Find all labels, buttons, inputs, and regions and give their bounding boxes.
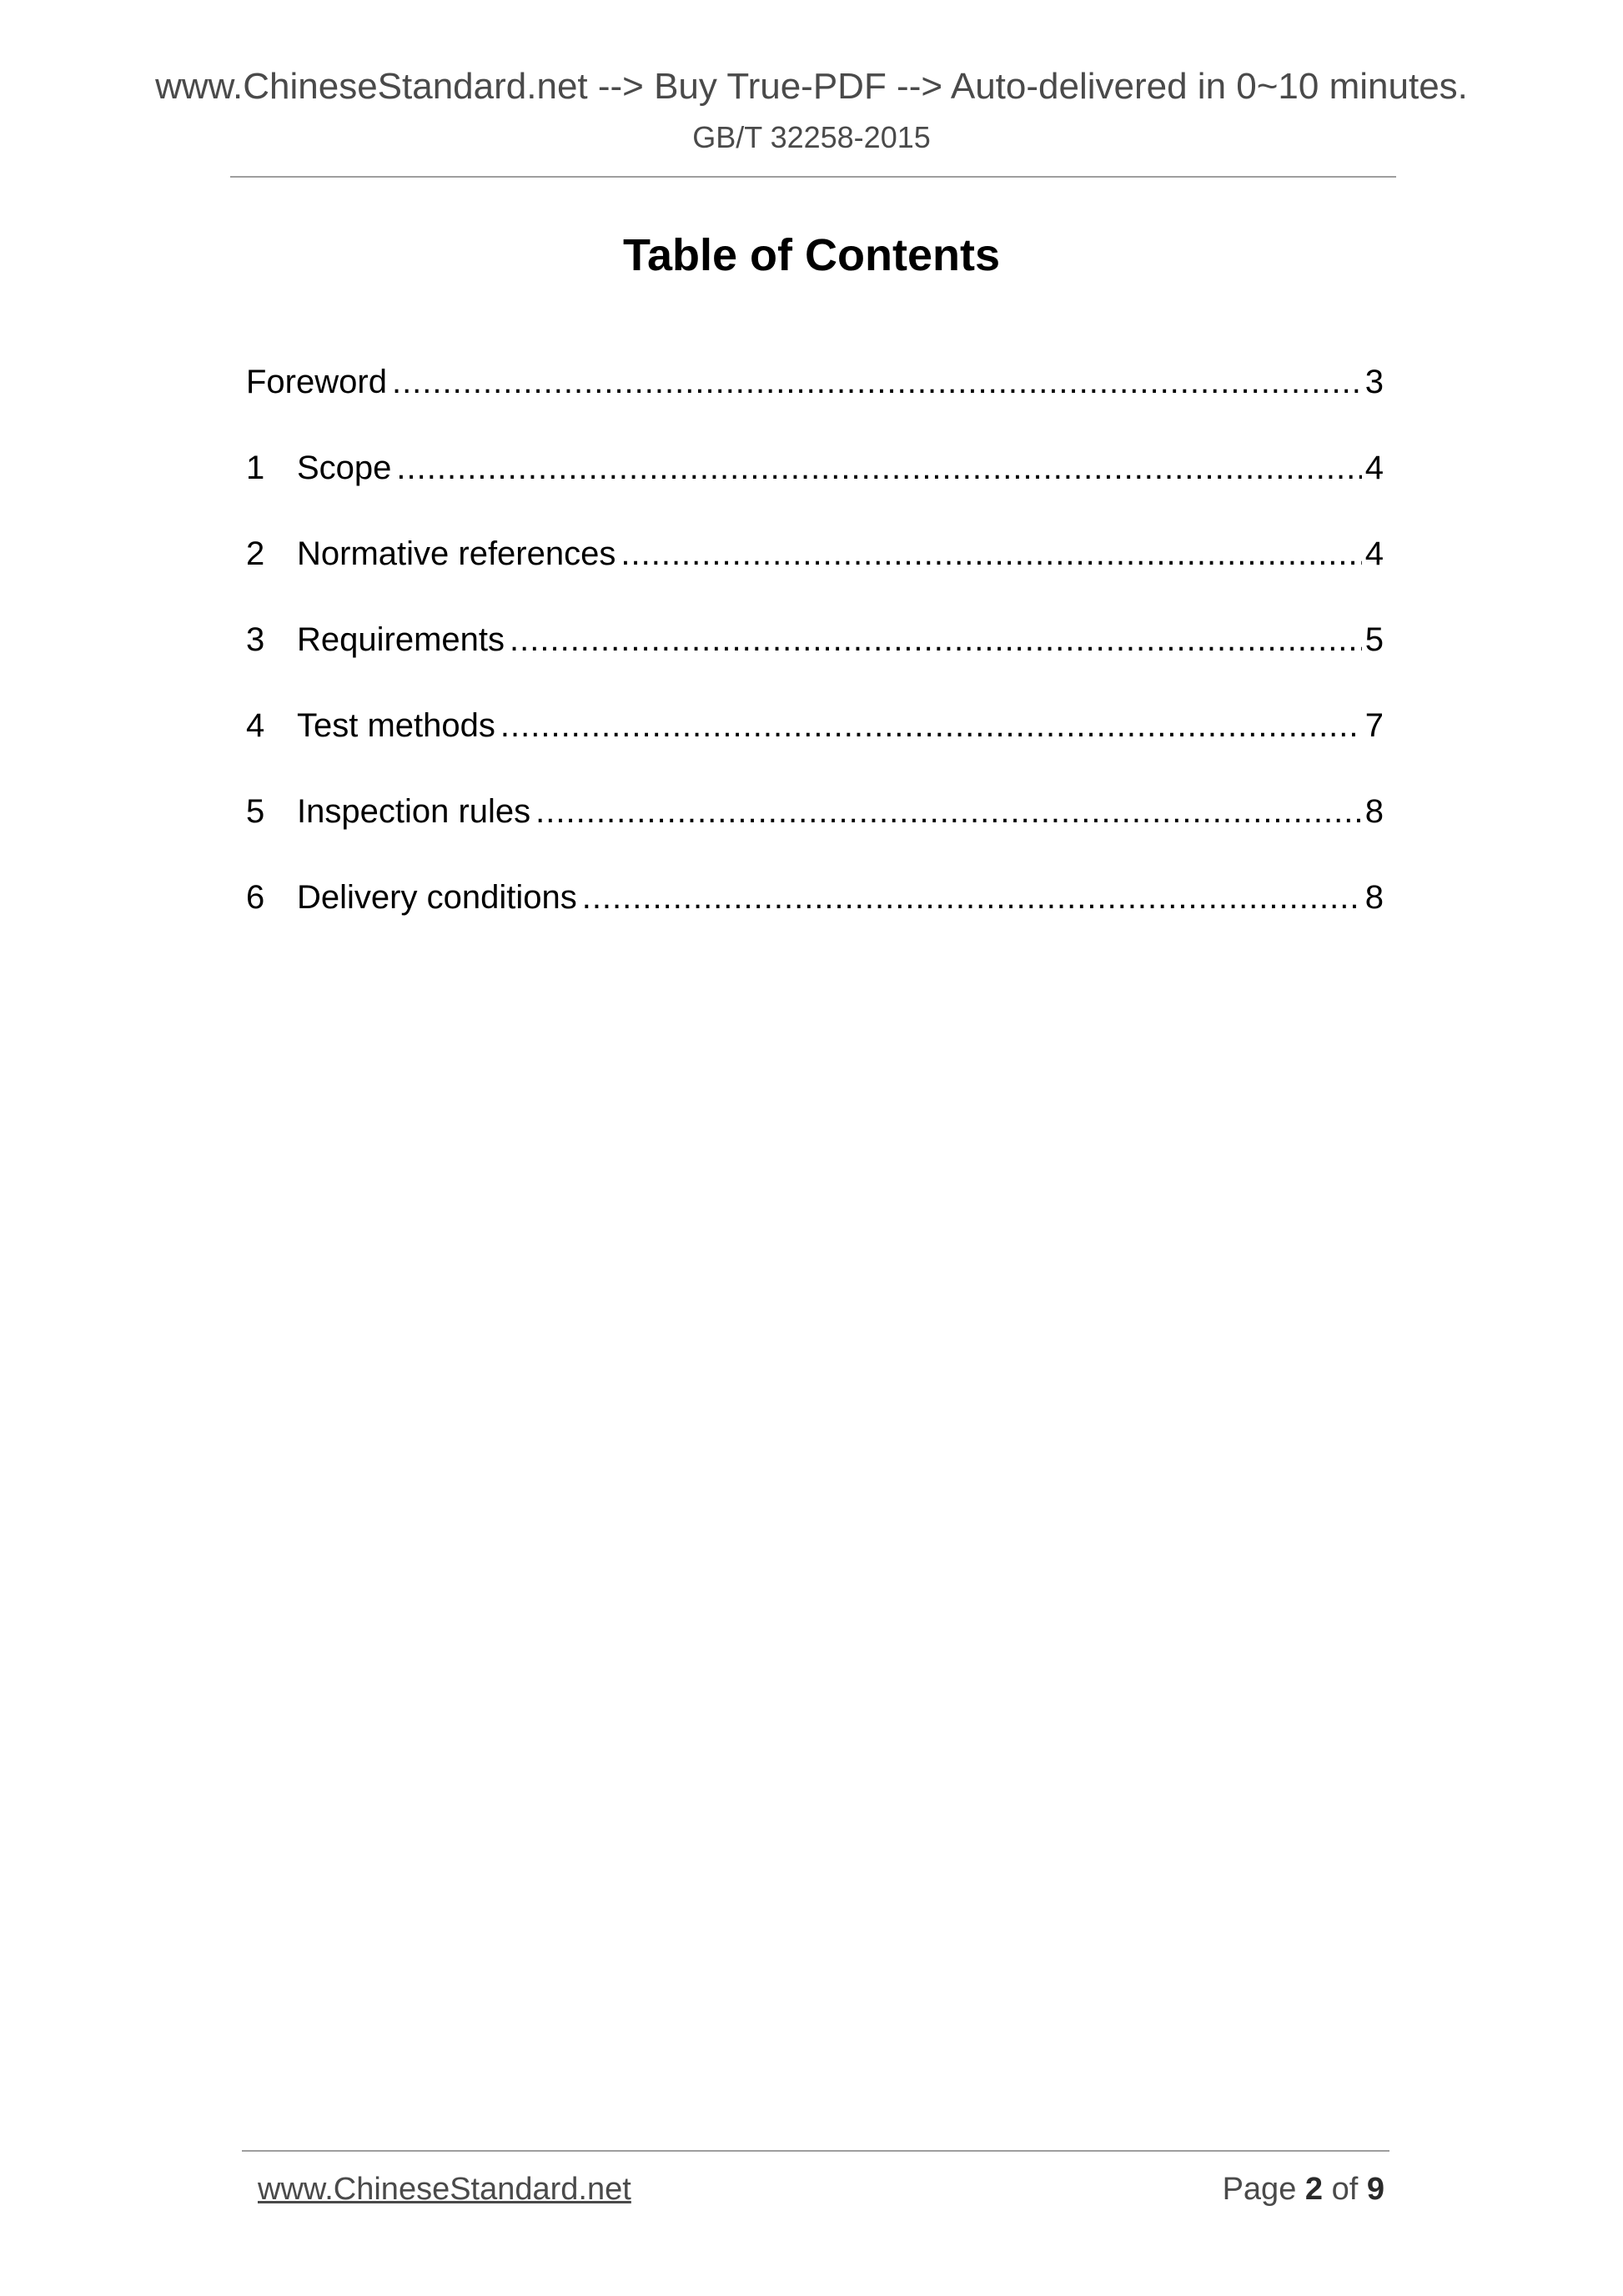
toc-entry-inspection-rules[interactable]	[246, 786, 1384, 872]
toc-entry-page: 4	[1364, 535, 1384, 572]
page-of: of	[1331, 2172, 1359, 2207]
toc-entry-label: Foreword	[246, 364, 387, 400]
toc-entry-number: 4	[246, 707, 265, 744]
toc-entry-label: Delivery conditions	[297, 879, 577, 916]
toc-dot-leader	[535, 786, 1362, 837]
toc-entry-number: 1	[246, 450, 265, 486]
toc-entry-normative-references[interactable]	[246, 529, 1384, 615]
header-divider	[230, 176, 1396, 178]
table-of-contents	[246, 357, 1384, 958]
toc-entry-page: 8	[1364, 879, 1384, 916]
toc-dot-leader	[510, 615, 1362, 665]
toc-entry-scope[interactable]	[246, 443, 1384, 529]
toc-entry-page: 8	[1364, 793, 1384, 830]
toc-dot-leader	[582, 872, 1362, 922]
header-promo-text: www.ChineseStandard.net --> Buy True-PDF --> Auto-delivered in 0~10 minutes.	[155, 66, 1468, 107]
page-total: 9	[1366, 2172, 1384, 2207]
page-title: Table of Contents	[623, 230, 1000, 280]
toc-entry-label: Scope	[297, 450, 392, 486]
toc-entry-test-methods[interactable]	[246, 701, 1384, 786]
toc-dot-leader	[621, 529, 1361, 579]
toc-entry-label: Requirements	[297, 621, 505, 658]
toc-entry-page: 4	[1364, 450, 1384, 486]
toc-entry-label: Test methods	[297, 707, 495, 744]
header-standard-number: GB/T 32258-2015	[692, 120, 931, 154]
toc-entry-delivery-conditions[interactable]	[246, 872, 1384, 958]
toc-entry-page: 5	[1364, 621, 1384, 658]
toc-entry-number: 5	[246, 793, 265, 830]
toc-entry-number: 3	[246, 621, 265, 658]
toc-dot-leader	[396, 443, 1361, 493]
footer-divider	[242, 2150, 1389, 2152]
footer-website-link[interactable]: www.ChineseStandard.net	[258, 2172, 631, 2207]
toc-entry-foreword[interactable]	[246, 357, 1384, 443]
toc-entry-number: 6	[246, 879, 265, 916]
toc-entry-label: Normative references	[297, 535, 616, 572]
toc-entry-requirements[interactable]	[246, 615, 1384, 701]
toc-dot-leader	[392, 357, 1362, 407]
page-prefix: Page	[1222, 2172, 1297, 2207]
toc-entry-number: 2	[246, 535, 265, 572]
toc-dot-leader	[500, 701, 1362, 751]
toc-entry-label: Inspection rules	[297, 793, 531, 830]
page-number	[1223, 2168, 1384, 2210]
toc-entry-page: 7	[1364, 707, 1384, 744]
toc-entry-page: 3	[1364, 364, 1384, 400]
page-current: 2	[1304, 2172, 1324, 2207]
